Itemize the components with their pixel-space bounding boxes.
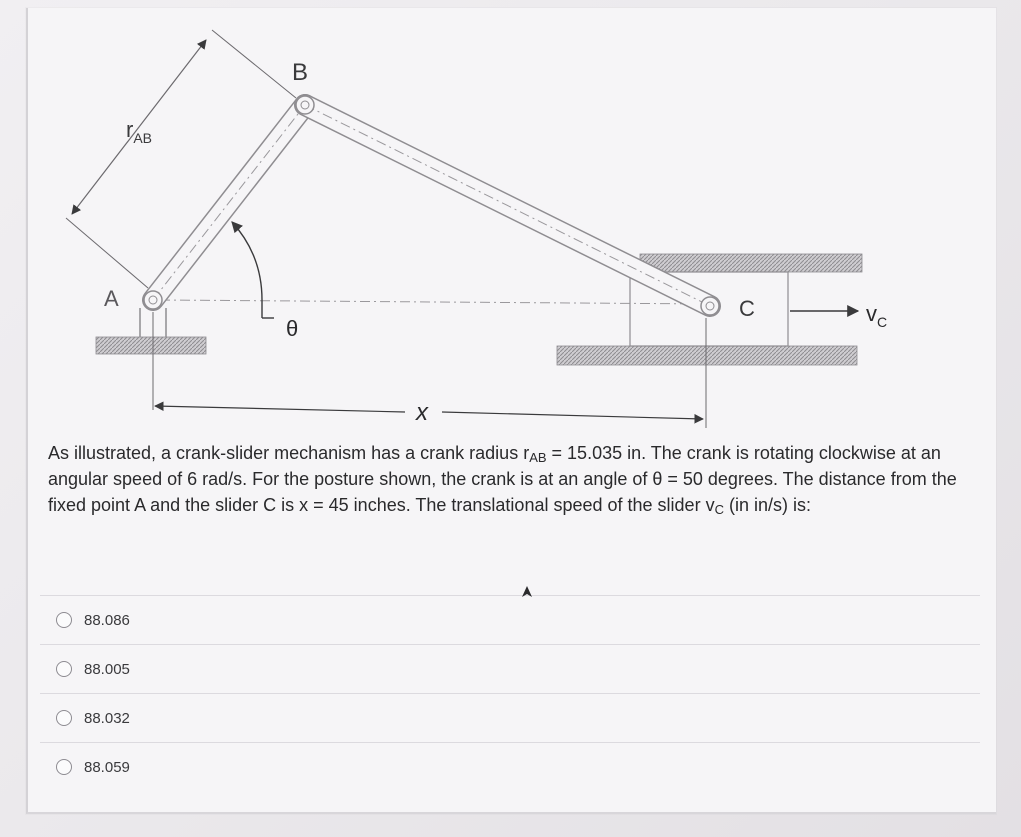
x-dimension [153,312,706,428]
answer-option[interactable] [40,644,980,693]
radio-button[interactable] [56,612,72,628]
radio-button[interactable] [56,759,72,775]
option-label: 88.005 [84,660,130,678]
label-b: B [292,59,309,86]
option-label: 88.059 [84,758,130,776]
ground-a [96,308,206,354]
label-vc: $v_C$ [866,301,888,330]
label-rab: $r_{AB}$ [126,117,153,146]
radio-button[interactable] [56,710,72,726]
question-text: As illustrated, a crank-slider mechanism has a crank radius $r_{AB} = 15.035$ in. The crank is rotating clockwise at an angular speed of 6 rad/s. For the posture shown, the crank is at an angle of θ = 50 degrees. The distance from the fixed point A and the slider C is x = 45 inches. The translational speed of the slider $v_C$ (in in/s) is: [48,443,957,517]
rod-bc [305,105,710,306]
pin-b [296,96,314,114]
pin-a [144,291,162,309]
label-a: A [104,286,119,311]
mouse-cursor-icon [520,585,534,599]
centerline [160,300,715,304]
crank-ab [153,105,305,300]
label-x: x [416,399,428,426]
label-c: C [739,296,755,321]
option-label: 88.032 [84,709,130,727]
answer-option[interactable] [40,742,980,791]
answer-options [40,595,980,791]
pin-c [701,297,719,315]
answer-option[interactable] [40,595,980,644]
option-label: 88.086 [84,611,130,629]
radio-button[interactable] [56,661,72,677]
label-theta: θ [286,316,299,341]
mechanism-diagram [40,20,940,440]
answer-option[interactable] [40,693,980,742]
theta-angle [232,222,274,318]
